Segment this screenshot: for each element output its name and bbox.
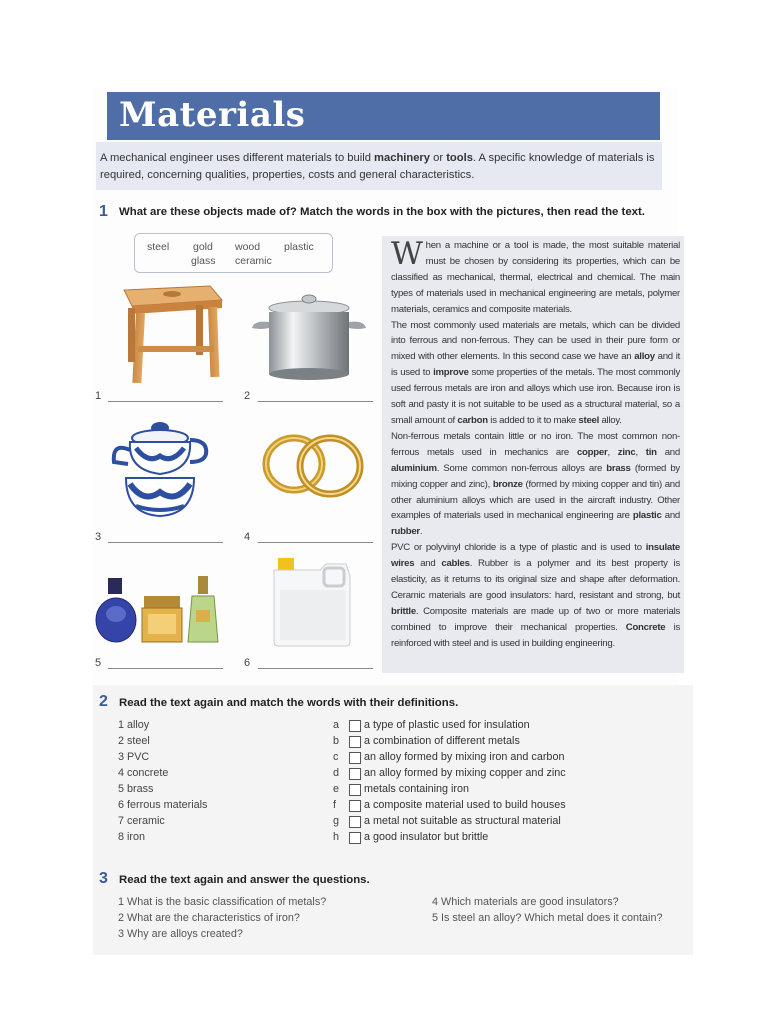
intro-part: or [430, 152, 447, 164]
reading-part: some properties of the metals. The most commonly used ferrous metals are iron and alloys which use iron. Because iron is soft and pasty it is not suitable to be used as a structural material, so a small amount of [391, 367, 680, 426]
exercise-2-number: 2 [99, 693, 108, 710]
wooden-stool-icon [110, 280, 230, 388]
answer-line-1[interactable] [108, 401, 223, 402]
answer-box-c[interactable] [349, 752, 361, 764]
keyword-carbon: carbon [457, 414, 488, 426]
reading-part: (formed by mixing copper and tin) and other aluminium alloys which are used in the aircraft industry. Other examples of materials used in mechanical engineering are [391, 478, 680, 522]
match-word-7: 7 ceramic [118, 815, 165, 827]
answer-line-3[interactable] [108, 542, 223, 543]
intro-keyword-machinery: machinery [374, 152, 431, 164]
keyword-bronze: bronze [492, 478, 523, 490]
keyword-plastic: plastic [632, 510, 662, 522]
picture-number-1: 1 [95, 390, 102, 402]
definition-e: metals containing iron [364, 783, 470, 795]
question-5: 5 Is steel an alloy? Which metal does it contain? [432, 912, 663, 924]
definition-letter-h: h [333, 831, 340, 843]
definition-letter-d: d [333, 767, 340, 779]
reading-part: is added to it to make [487, 414, 579, 426]
reading-part: Non-ferrous metals contain little or no iron. The most common non-ferrous metals used in mechanics are [391, 430, 680, 458]
question-2: 2 What are the characteristics of iron? [118, 912, 300, 924]
question-3: 3 Why are alloys created? [118, 928, 243, 940]
definition-f: a composite material used to build houses [364, 799, 566, 811]
definition-c: an alloy formed by mixing iron and carbon [364, 751, 565, 763]
question-4: 4 Which materials are good insulators? [432, 896, 619, 908]
match-word-5: 5 brass [118, 783, 154, 795]
steel-pot-icon [250, 290, 368, 382]
reading-part: (formed by mixing copper and zinc), [391, 462, 680, 490]
definition-letter-f: f [333, 799, 336, 811]
answer-line-4[interactable] [258, 542, 373, 543]
reading-text [391, 238, 680, 652]
answer-box-b[interactable] [349, 736, 361, 748]
reading-part: . Rubber is a polymer and its best property is elasticity, as it returns to its original size and shape after deformation. Ceramic materials are good insulators: hard, resistant and strong, but [391, 558, 680, 601]
reading-part: . Composite materials are made up of two or more materials combined to improve their mechanical properties. [391, 605, 680, 633]
drop-cap: W [391, 236, 423, 272]
picture-number-4: 4 [244, 531, 251, 543]
reading-part: , [607, 446, 618, 458]
intro-part: . A specific knowledge of materials is required, concerning qualities, properties, costs and general characteristics. [100, 152, 655, 181]
exercise-1-number: 1 [99, 203, 108, 220]
answer-box-d[interactable] [349, 768, 361, 780]
definition-b: a combination of different metals [364, 735, 520, 747]
keyword-improve: improve [433, 367, 469, 379]
intro-keyword-tools: tools [446, 152, 473, 164]
gold-rings-icon [258, 430, 368, 500]
word-steel: steel [147, 241, 170, 253]
intro-text [100, 150, 660, 184]
picture-number-5: 5 [95, 657, 102, 669]
keyword-cables: cables [441, 558, 470, 570]
answer-box-e[interactable] [349, 784, 361, 796]
match-word-3: 3 PVC [118, 751, 150, 763]
word-wood: wood [235, 241, 261, 253]
answer-box-h[interactable] [349, 832, 361, 844]
keyword-alloy: alloy [634, 351, 655, 363]
answer-line-5[interactable] [108, 668, 223, 669]
answer-box-a[interactable] [349, 720, 361, 732]
reading-text-box [382, 236, 684, 673]
reading-part: and [656, 446, 680, 458]
definition-a: a type of plastic used for insulation [364, 719, 530, 731]
answer-box-g[interactable] [349, 816, 361, 828]
reading-part: , [635, 446, 646, 458]
exercise-2-instruction: Read the text again and match the words with their definitions. [119, 697, 459, 709]
match-word-2: 2 steel [118, 735, 150, 747]
word-ceramic: ceramic [235, 255, 272, 267]
exercise-3-number: 3 [99, 870, 108, 887]
reading-paragraph-1: hen a machine or a tool is made, the most suitable material must be chosen by considering its properties, which can be classified as mechanical, thermal, electrical and chemical. The main types of materials used in mechanical engineering are metals, polymer materials, ceramics and composite materials. [391, 240, 680, 315]
plastic-canister-icon [270, 556, 354, 648]
title-banner [107, 92, 660, 140]
match-word-4: 4 concrete [118, 767, 169, 779]
keyword-aluminium: aluminium [391, 462, 437, 474]
exercise-3-instruction: Read the text again and answer the questions. [119, 874, 370, 886]
reading-part: . Some common non-ferrous alloys are [436, 462, 607, 474]
definition-g: a metal not suitable as structural material [364, 815, 561, 827]
keyword-copper: copper [576, 446, 608, 458]
reading-part: is reinforced with steel and is used in building engineering. [391, 621, 680, 649]
reading-part: and [414, 558, 442, 570]
ceramic-teapot-icon [108, 418, 212, 522]
picture-number-2: 2 [244, 390, 251, 402]
reading-part: The most commonly used materials are metals, which can be divided into ferrous and non-ferrous. They can be used in their pure form or mixed with other elements. In this second case we have an [391, 319, 680, 363]
keyword-brittle: brittle [391, 605, 416, 617]
keyword-rubber: rubber [391, 526, 420, 538]
page-title: Materials [119, 95, 306, 135]
definition-letter-a: a [333, 719, 340, 731]
reading-part: and it is used to [391, 351, 680, 379]
word-gold: gold [193, 241, 213, 253]
perfume-bottles-icon [94, 574, 226, 648]
exercise-1-instruction: What are these objects made of? Match the words in the box with the pictures, then read the text. [119, 206, 645, 218]
match-word-8: 8 iron [118, 831, 146, 843]
definition-d: an alloy formed by mixing copper and zinc [364, 767, 566, 779]
question-1: 1 What is the basic classification of metals? [118, 896, 327, 908]
keyword-steel: steel [578, 414, 600, 426]
definition-letter-c: c [333, 751, 339, 763]
picture-number-6: 6 [244, 657, 251, 669]
definition-letter-b: b [333, 735, 340, 747]
reading-part: alloy. [599, 414, 622, 426]
keyword-brass: brass [606, 462, 631, 474]
word-box [134, 233, 333, 273]
match-word-1: 1 alloy [118, 719, 150, 731]
intro-part: A mechanical engineer uses different materials to build [100, 152, 375, 164]
answer-line-2[interactable] [258, 401, 373, 402]
reading-part: . [419, 526, 423, 538]
definition-letter-g: g [333, 815, 340, 827]
keyword-zinc: zinc [617, 446, 636, 458]
definition-h: a good insulator but brittle [364, 831, 489, 843]
keyword-concrete: Concrete [625, 621, 666, 633]
keyword-tin: tin [645, 446, 657, 458]
keyword-insulate-wires: insulate wires [391, 542, 680, 570]
word-plastic: plastic [284, 241, 314, 253]
picture-number-3: 3 [95, 531, 102, 543]
reading-part: PVC or polyvinyl chloride is a type of plastic and is used to [391, 542, 646, 554]
answer-box-f[interactable] [349, 800, 361, 812]
match-word-6: 6 ferrous materials [118, 799, 208, 811]
reading-part: and [661, 510, 680, 522]
answer-line-6[interactable] [258, 668, 373, 669]
definition-letter-e: e [333, 783, 340, 795]
intro-box [96, 142, 662, 190]
word-glass: glass [191, 255, 216, 267]
